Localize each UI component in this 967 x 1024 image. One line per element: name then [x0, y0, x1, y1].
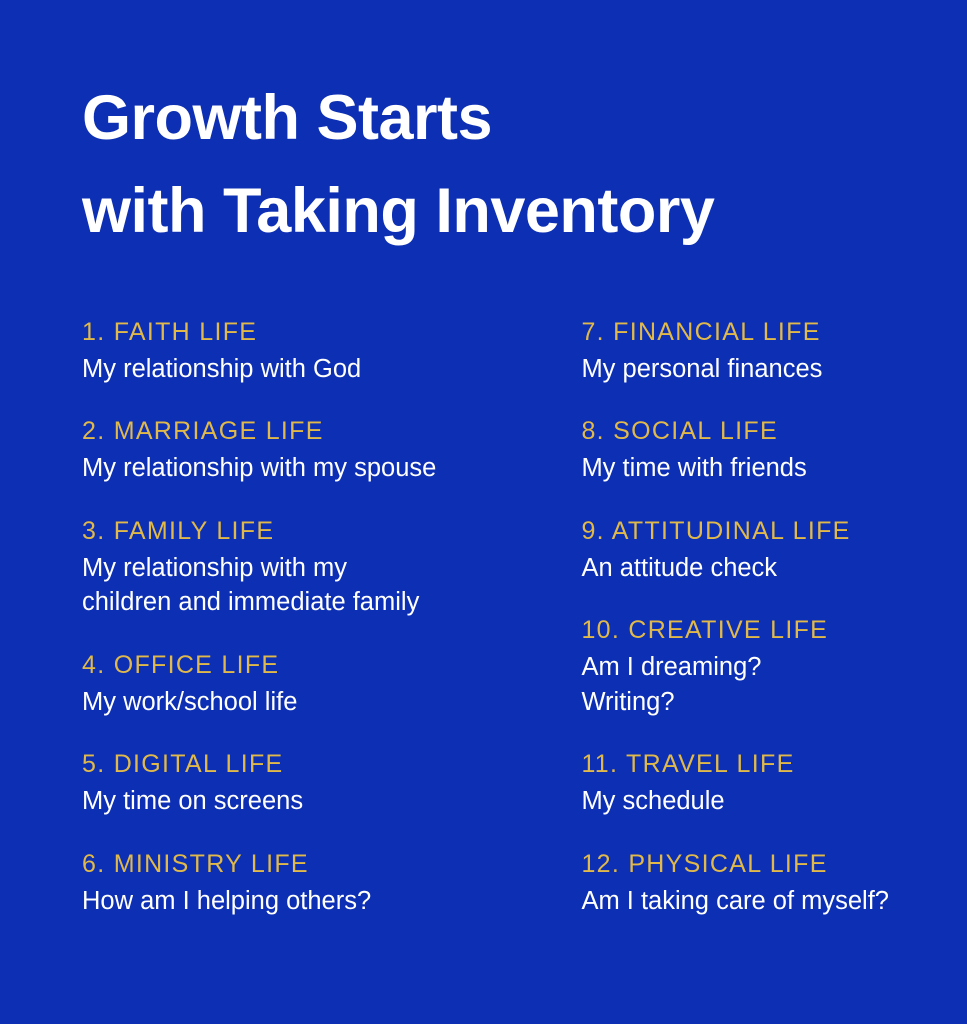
- inventory-columns: [82, 318, 942, 918]
- list-item-description: [581, 451, 942, 485]
- list-item-heading: 9. ATTITUDINAL LIFE: [581, 516, 851, 545]
- page-title-line-1: Growth Starts: [82, 83, 493, 153]
- list-item-heading: 10. CREATIVE LIFE: [581, 616, 829, 645]
- list-item: [581, 517, 942, 585]
- list-item-description: [581, 352, 942, 386]
- list-item-description-line: How am I helping others?: [82, 886, 372, 915]
- list-item-description-line: My time on screens: [82, 787, 304, 816]
- list-item-heading: 11. TRAVEL LIFE: [581, 750, 795, 779]
- list-item-heading: 1. FAITH LIFE: [82, 318, 258, 346]
- list-item: [82, 651, 537, 719]
- list-item-description: [82, 884, 537, 918]
- list-item-heading: 5. DIGITAL LIFE: [82, 750, 284, 779]
- list-item: [581, 616, 942, 719]
- list-item-description: [82, 784, 537, 818]
- list-item-description-line: My time with friends: [581, 454, 807, 483]
- list-item-heading: 2. MARRIAGE LIFE: [82, 417, 324, 446]
- list-item-heading: 12. PHYSICAL LIFE: [581, 849, 828, 878]
- inventory-column-left: [82, 318, 537, 918]
- list-item-heading: 6. MINISTRY LIFE: [82, 849, 309, 878]
- list-item-description-line: Am I taking care of myself?: [581, 886, 889, 915]
- list-item-description: [82, 551, 537, 620]
- list-item: [581, 850, 942, 918]
- list-item: [581, 318, 942, 386]
- page-title: [82, 72, 912, 258]
- list-item: [82, 850, 537, 918]
- list-item-description-line: My personal finances: [581, 355, 823, 383]
- list-item: [581, 417, 942, 485]
- list-item-description: [581, 650, 942, 719]
- list-item: [82, 417, 537, 485]
- list-item-description: [82, 685, 537, 719]
- list-item-description: [82, 451, 537, 485]
- list-item-heading: 3. FAMILY LIFE: [82, 516, 275, 545]
- list-item-heading: 8. SOCIAL LIFE: [581, 417, 778, 446]
- list-item: [82, 750, 537, 818]
- list-item-heading: 4. OFFICE LIFE: [82, 650, 280, 679]
- list-item-description: [581, 884, 942, 918]
- list-item: [82, 318, 537, 386]
- list-item: [581, 750, 942, 818]
- list-item-description-line: My work/school life: [82, 687, 298, 716]
- list-item-description: [581, 551, 942, 585]
- page-title-line-2: with Taking Inventory: [82, 176, 715, 247]
- list-item-heading: 7. FINANCIAL LIFE: [581, 318, 821, 346]
- list-item-description: [82, 352, 537, 386]
- list-item-description-line: An attitude check: [581, 553, 778, 582]
- inventory-column-right: [581, 318, 942, 918]
- list-item-description-line: Writing?: [581, 687, 675, 716]
- list-item-description-line: My relationship with my: [82, 553, 347, 582]
- list-item-description-line: My schedule: [581, 787, 725, 816]
- list-item-description-line: My relationship with God: [82, 355, 362, 383]
- list-item-description: [581, 784, 942, 818]
- list-item-description-line: children and immediate family: [82, 588, 420, 617]
- list-item: [82, 517, 537, 620]
- list-item-description-line: My relationship with my spouse: [82, 454, 437, 483]
- list-item-description-line: Am I dreaming?: [581, 653, 762, 682]
